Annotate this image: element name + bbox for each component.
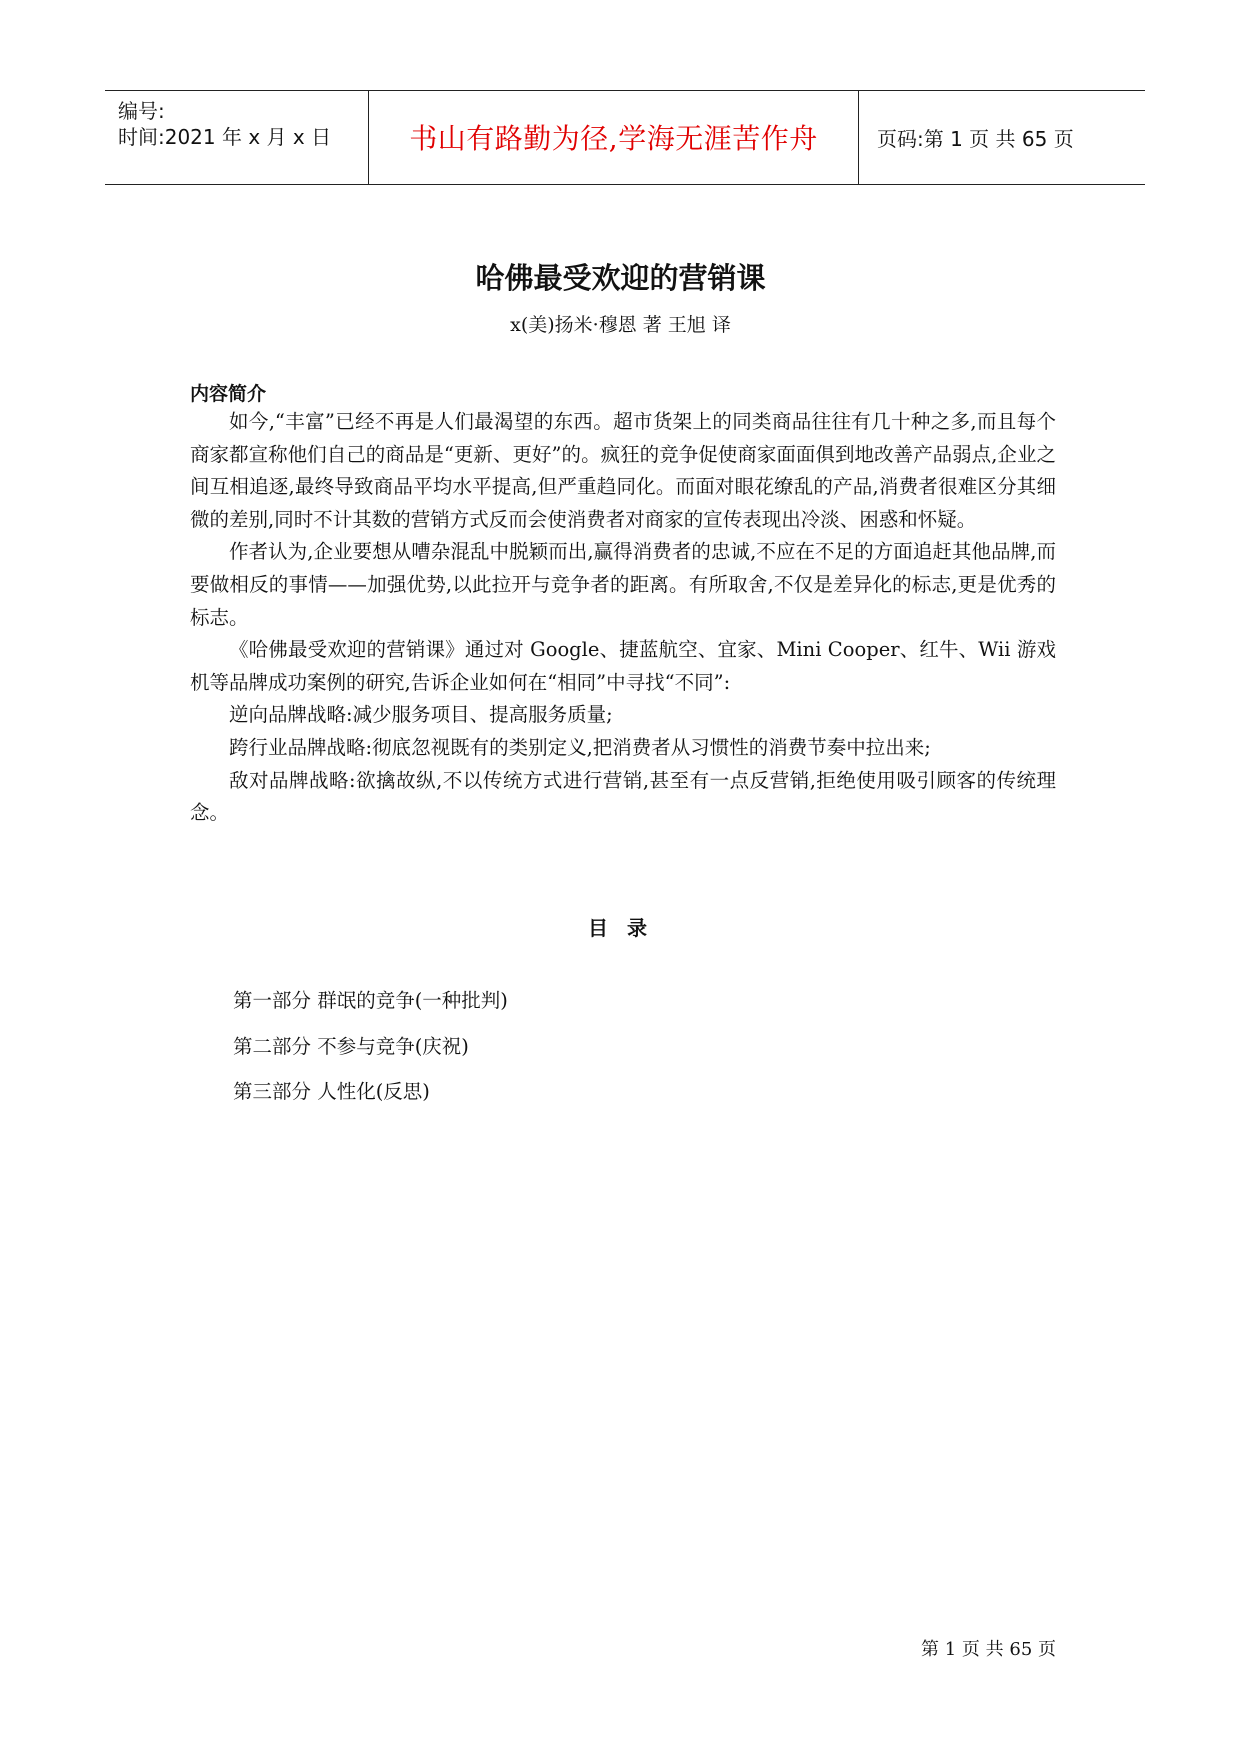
header-page-number: 页码:第 1 页 共 65 页: [877, 127, 1074, 151]
summary-body: [190, 406, 1056, 830]
toc-item: 第三部分 人性化(反思): [233, 1080, 430, 1103]
summary-paragraph: 敌对品牌战略:欲擒故纵,不以传统方式进行营销,甚至有一点反营销,拒绝使用吸引顾客的传统理念。: [190, 768, 1056, 825]
header-motto: 书山有路勤为径,学海无涯苦作舟: [409, 122, 818, 155]
toc-title: 目 录: [588, 916, 653, 940]
summary-paragraph: 《哈佛最受欢迎的营销课》通过对 Google、捷蓝航空、宜家、Mini Cooper、红牛、Wii 游戏机等品牌成功案例的研究,告诉企业如何在“相同”中寻找“不同”:: [190, 638, 1056, 694]
document-title: 哈佛最受欢迎的营销课: [475, 261, 766, 295]
header-motto-cell: [369, 91, 859, 184]
document-author: x(美)扬米·穆恩 著 王旭 译: [510, 314, 731, 336]
header-meta-cell: [105, 91, 369, 184]
section-heading-summary: 内容简介: [190, 383, 267, 405]
toc-item: 第一部分 群氓的竞争(一种批判): [233, 989, 508, 1012]
summary-paragraph: 如今,“丰富”已经不再是人们最渴望的东西。超市货架上的同类商品往往有几十种之多,而且每个商家都宣称他们自己的商品是“更新、更好”的。疯狂的竞争促使商家面面俱到地改善产品弱点,企业之间互相追逐,最终导致商品平均水平提高,但严重趋同化。而面对眼花缭乱的产品,消费者很难区分其细微的差别,同时不计其数的营销方式反而会使消费者对商家的宣传表现出冷淡、困惑和怀疑。: [190, 410, 1056, 531]
page-header: [105, 90, 1145, 185]
page-footer: 第 1 页 共 65 页: [921, 1639, 1056, 1660]
summary-paragraph: 作者认为,企业要想从嘈杂混乱中脱颖而出,赢得消费者的忠诚,不应在不足的方面追赶其他品牌,而要做相反的事情——加强优势,以此拉开与竞争者的距离。有所取舍,不仅是差异化的标志,更是优秀的标志。: [190, 540, 1056, 629]
toc-item: 第二部分 不参与竞争(庆祝): [233, 1034, 469, 1058]
document-number-label: 编号:: [118, 99, 165, 123]
table-of-contents: [233, 985, 508, 1122]
summary-paragraph: 跨行业品牌战略:彻底忽视既有的类别定义,把消费者从习惯性的消费节奏中拉出来;: [229, 735, 931, 759]
summary-paragraph: 逆向品牌战略:减少服务项目、提高服务质量;: [229, 703, 613, 727]
header-page-cell: [859, 91, 1145, 184]
document-time-label: 时间:2021 年 x 月 x 日: [118, 125, 332, 149]
